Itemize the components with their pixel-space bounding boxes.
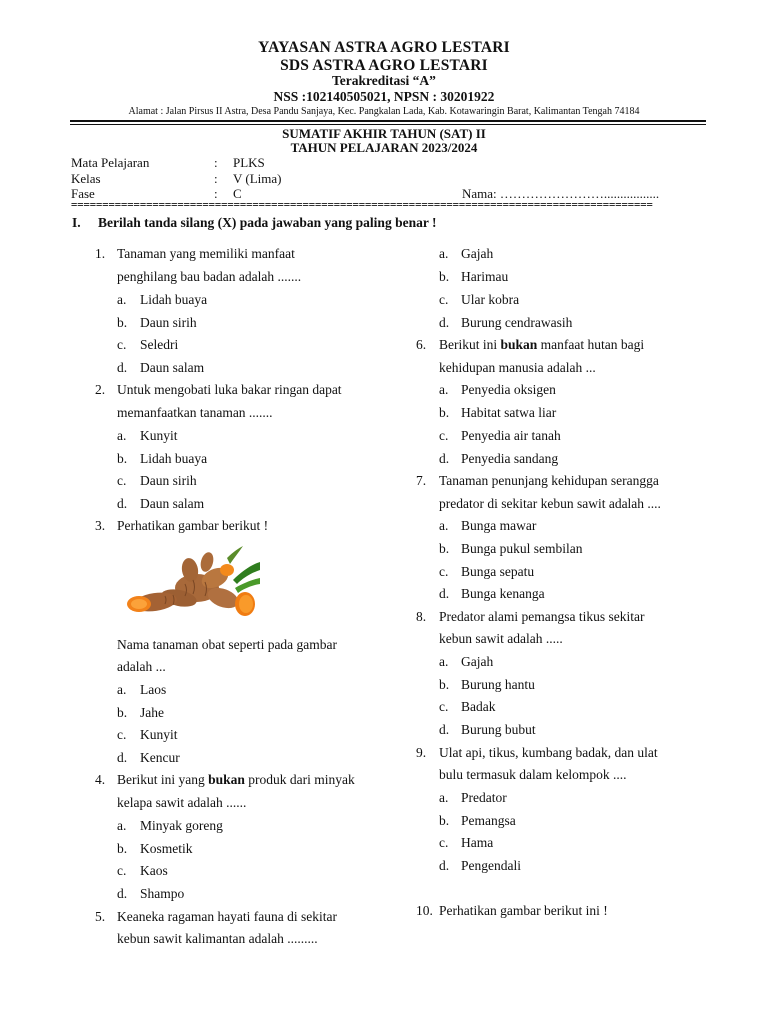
q6-option-c-letter: c. <box>439 428 449 443</box>
q5-option-a-letter: a. <box>439 246 449 261</box>
q8-option-d-letter: d. <box>439 722 450 737</box>
accreditation: Terakreditasi “A” <box>332 73 436 88</box>
q4-text-line2: kelapa sawit adalah ...... <box>117 795 247 810</box>
turmeric-image <box>115 540 260 626</box>
q4-option-d[interactable]: Shampo <box>140 886 185 901</box>
q1-option-b[interactable]: Daun sirih <box>140 315 197 330</box>
q8-text-line2: kebun sawit adalah ..... <box>439 631 563 646</box>
q3-option-c[interactable]: Kunyit <box>140 727 178 742</box>
q5-option-c[interactable]: Ular kobra <box>461 292 520 307</box>
q6-option-a[interactable]: Penyedia oksigen <box>461 382 556 397</box>
q6-option-a-letter: a. <box>439 382 449 397</box>
q9-option-c[interactable]: Hama <box>461 835 494 850</box>
q8-option-d[interactable]: Burung bubut <box>461 722 536 737</box>
school-address: Alamat : Jalan Pirsus II Astra, Desa Pandu Sanjaya, Kec. Pangkalan Lada, Kab. Kotawaringin Barat, Kalimantan Tengah 74184 <box>128 106 640 117</box>
q2-text-line1: Untuk mengobati luka bakar ringan dapat <box>117 382 342 397</box>
q5-option-b[interactable]: Harimau <box>461 269 509 284</box>
q8-option-b-letter: b. <box>439 677 450 692</box>
q1-option-a[interactable]: Lidah buaya <box>140 292 208 307</box>
q5-option-c-letter: c. <box>439 292 449 307</box>
q2-option-b[interactable]: Lidah buaya <box>140 451 208 466</box>
q2-number: 2. <box>95 382 106 397</box>
q6-text-line2: kehidupan manusia adalah ... <box>439 360 596 375</box>
foundation-name: YAYASAN ASTRA AGRO LESTARI <box>258 39 510 56</box>
q1-text-line2: penghilang bau badan adalah ....... <box>117 269 302 284</box>
class-colon: : <box>214 171 218 186</box>
q8-option-a-letter: a. <box>439 654 449 669</box>
q1-option-d-letter: d. <box>117 360 128 375</box>
name-field[interactable]: Nama: ……………………................. <box>462 186 660 201</box>
q9-text-line1: Ulat api, tikus, kumbang badak, dan ulat <box>439 745 658 760</box>
q3-text-line3: adalah ... <box>117 659 166 674</box>
q7-option-a[interactable]: Bunga mawar <box>461 518 537 533</box>
q4-option-a[interactable]: Minyak goreng <box>140 818 223 833</box>
q3-option-b[interactable]: Jahe <box>140 705 164 720</box>
q7-number: 7. <box>416 473 427 488</box>
q9-number: 9. <box>416 745 427 760</box>
q6-option-d[interactable]: Penyedia sandang <box>461 451 559 466</box>
q1-option-c-letter: c. <box>117 337 127 352</box>
q9-option-d-letter: d. <box>439 858 450 873</box>
q1-number: 1. <box>95 246 106 261</box>
q2-option-d[interactable]: Daun salam <box>140 496 205 511</box>
q6-option-d-letter: d. <box>439 451 450 466</box>
q4-option-c-letter: c. <box>117 863 127 878</box>
q4-text-post: produk dari minyak <box>244 772 355 787</box>
school-ids: NSS :102140505021, NPSN : 30201922 <box>273 89 495 104</box>
q5-text-line2: kebun sawit kalimantan adalah ......... <box>117 931 318 946</box>
q9-option-a-letter: a. <box>439 790 449 805</box>
phase-value: C <box>233 186 242 201</box>
q6-text-emphasis: bukan <box>500 337 538 352</box>
q8-option-c[interactable]: Badak <box>461 699 496 714</box>
subject-value: PLKS <box>233 155 265 170</box>
q3-text-line1: Perhatikan gambar berikut ! <box>117 518 269 533</box>
q3-option-d-letter: d. <box>117 750 128 765</box>
school-name: SDS ASTRA AGRO LESTARI <box>280 57 488 74</box>
q9-option-b[interactable]: Pemangsa <box>461 813 516 828</box>
q1-option-b-letter: b. <box>117 315 128 330</box>
q6-text-pre: Berikut ini <box>439 337 501 352</box>
q7-option-c[interactable]: Bunga sepatu <box>461 564 535 579</box>
q5-option-a[interactable]: Gajah <box>461 246 494 261</box>
q6-option-c[interactable]: Penyedia air tanah <box>461 428 561 443</box>
section-number: I. <box>72 215 81 230</box>
q6-text-post: manfaat hutan bagi <box>537 337 645 352</box>
q2-option-c-letter: c. <box>117 473 127 488</box>
q4-option-b-letter: b. <box>117 841 128 856</box>
q9-option-d[interactable]: Pengendali <box>461 858 521 873</box>
header-divider-thin <box>70 124 706 125</box>
q9-option-a[interactable]: Predator <box>461 790 507 805</box>
q8-option-c-letter: c. <box>439 699 449 714</box>
q4-option-a-letter: a. <box>117 818 127 833</box>
q4-option-d-letter: d. <box>117 886 128 901</box>
q4-text-emphasis: bukan <box>208 772 245 787</box>
q10-number: 10. <box>416 903 433 918</box>
q3-option-b-letter: b. <box>117 705 128 720</box>
subject-colon: : <box>214 155 218 170</box>
instruction-text: Berilah tanda silang (X) pada jawaban yang paling benar ! <box>98 215 437 230</box>
q9-text-line2: bulu termasuk dalam kelompok .... <box>439 767 627 782</box>
q7-option-b-letter: b. <box>439 541 450 556</box>
q4-number: 4. <box>95 772 106 787</box>
q3-number: 3. <box>95 518 106 533</box>
q9-option-b-letter: b. <box>439 813 450 828</box>
q7-option-d-letter: d. <box>439 586 450 601</box>
exam-title: SUMATIF AKHIR TAHUN (SAT) II <box>282 126 486 141</box>
q6-text-line1 <box>439 337 644 353</box>
q2-option-b-letter: b. <box>117 451 128 466</box>
q5-number: 5. <box>95 909 106 924</box>
q8-option-a[interactable]: Gajah <box>461 654 494 669</box>
q7-text-line1: Tanaman penunjang kehidupan serangga <box>439 473 659 488</box>
q6-number: 6. <box>416 337 427 352</box>
q2-option-a[interactable]: Kunyit <box>140 428 178 443</box>
q2-option-d-letter: d. <box>117 496 128 511</box>
subject-label: Mata Pelajaran <box>71 155 150 170</box>
exam-year: TAHUN PELAJARAN 2023/2024 <box>290 140 478 155</box>
phase-label: Fase <box>71 186 95 201</box>
q8-option-b[interactable]: Burung hantu <box>461 677 535 692</box>
separator-line: ============================================================================================= <box>71 199 653 211</box>
q3-option-c-letter: c. <box>117 727 127 742</box>
header-divider-thick <box>70 120 706 122</box>
q1-option-c[interactable]: Seledri <box>140 337 179 352</box>
q5-option-d-letter: d. <box>439 315 450 330</box>
q8-number: 8. <box>416 609 427 624</box>
q5-option-b-letter: b. <box>439 269 450 284</box>
q5-text-line1: Keaneka ragaman hayati fauna di sekitar <box>117 909 338 924</box>
q7-text-line2: predator di sekitar kebun sawit adalah .... <box>439 496 661 511</box>
q7-option-c-letter: c. <box>439 564 449 579</box>
q6-option-b-letter: b. <box>439 405 450 420</box>
instruction <box>72 215 436 231</box>
q5-option-d[interactable]: Burung cendrawasih <box>461 315 573 330</box>
q4-option-b[interactable]: Kosmetik <box>140 841 193 856</box>
q6-option-b[interactable]: Habitat satwa liar <box>461 405 557 420</box>
q2-option-c[interactable]: Daun sirih <box>140 473 197 488</box>
q1-option-d[interactable]: Daun salam <box>140 360 205 375</box>
q1-text-line1: Tanaman yang memiliki manfaat <box>117 246 295 261</box>
q2-option-a-letter: a. <box>117 428 127 443</box>
q4-text-line1 <box>117 772 355 788</box>
q7-option-a-letter: a. <box>439 518 449 533</box>
q4-option-c[interactable]: Kaos <box>140 863 168 878</box>
q2-text-line2: memanfaatkan tanaman ....... <box>117 405 273 420</box>
q7-option-b[interactable]: Bunga pukul sembilan <box>461 541 583 556</box>
q7-option-d[interactable]: Bunga kenanga <box>461 586 545 601</box>
q3-option-a-letter: a. <box>117 682 127 697</box>
q10-text-line1: Perhatikan gambar berikut ini ! <box>439 903 608 918</box>
q4-text-pre: Berikut ini yang <box>117 772 209 787</box>
q3-text-line2: Nama tanaman obat seperti pada gambar <box>117 637 338 652</box>
q8-text-line1: Predator alami pemangsa tikus sekitar <box>439 609 645 624</box>
q9-option-c-letter: c. <box>439 835 449 850</box>
q3-option-d[interactable]: Kencur <box>140 750 180 765</box>
phase-colon: : <box>214 186 218 201</box>
q1-option-a-letter: a. <box>117 292 127 307</box>
class-label: Kelas <box>71 171 101 186</box>
class-value: V (Lima) <box>233 171 282 186</box>
q3-option-a[interactable]: Laos <box>140 682 167 697</box>
